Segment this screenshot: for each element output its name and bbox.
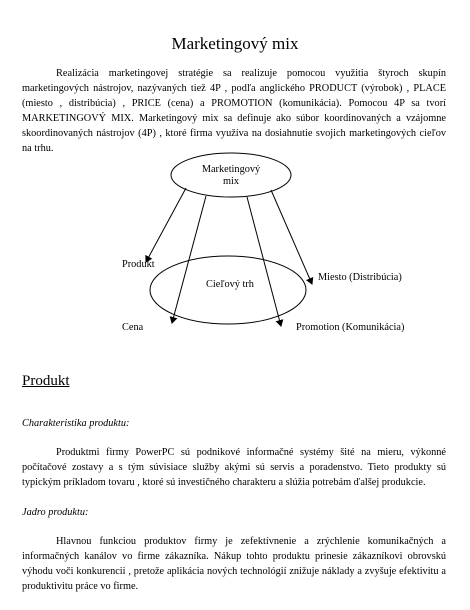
marketing-mix-label-1: Marketingový bbox=[201, 164, 261, 175]
label-cena: Cena bbox=[122, 322, 144, 333]
intro-paragraph: Realizácia marketingovej stratégie sa realizuje pomocou využitia štyroch skupín marketingových nástrojov, nazývaných tiež 4P , podľa anglického PRODUCT (výrobok) , PLACE (miesto , distribúcia) , PRICE (cena) a PROMOTION (komunikácia). Pomocou 4P sa tvorí MARKETINGOVÝ MIX. Marketingový mix sa definuje ako súbor koordinovaných a vzájomne skoordinovaných nástrojov (4P) , ktoré firma využíva na dosiahnutie svojich marketingových cieľov na trhu. bbox=[22, 68, 446, 154]
label-promotion: Promotion (Komunikácia) bbox=[296, 322, 405, 333]
arrow-to-cena bbox=[172, 196, 206, 323]
target-market-node bbox=[150, 256, 306, 324]
subheading-characteristics: Charakteristika produktu: bbox=[22, 418, 130, 429]
marketing-mix-label-2: mix bbox=[222, 176, 240, 187]
core-paragraph: Hlavnou funkciou produktov firmy je zefektívnenie a zrýchlenie komunikačných a informačných kanálov vo firme zákazníka. Nákup tohto produktu prinesie zákazníkovi obrovskú výhodu voči konkurencii , pretože aplikácia nových technológií znižuje náklady a zvyšuje efektivitu a produktivitu práce vo firme. bbox=[22, 536, 446, 592]
target-market-label: Cieľový trh bbox=[206, 279, 254, 290]
section-heading-produkt: Produkt bbox=[22, 373, 70, 389]
page-title: Marketingový mix bbox=[171, 34, 299, 53]
subheading-core: Jadro produktu: bbox=[22, 507, 89, 518]
marketing-mix-node bbox=[171, 153, 291, 197]
marketing-mix-diagram bbox=[0, 150, 470, 350]
label-produkt: Produkt bbox=[122, 259, 155, 270]
characteristics-paragraph: Produktmi firmy PowerPC sú podnikové informačné systémy šité na mieru, výkonné počítačové zostavy a s tým súvisiace služby akými sú servis a poradenstvo. Tieto produkty sú typickým príkladom tovaru , ktoré sú investičného charakteru a slúžia potrebám ďalšej produkcie. bbox=[22, 447, 446, 488]
label-miesto: Miesto (Distribúcia) bbox=[318, 272, 402, 283]
arrow-to-produkt bbox=[146, 188, 186, 262]
arrow-to-promotion bbox=[247, 197, 281, 326]
